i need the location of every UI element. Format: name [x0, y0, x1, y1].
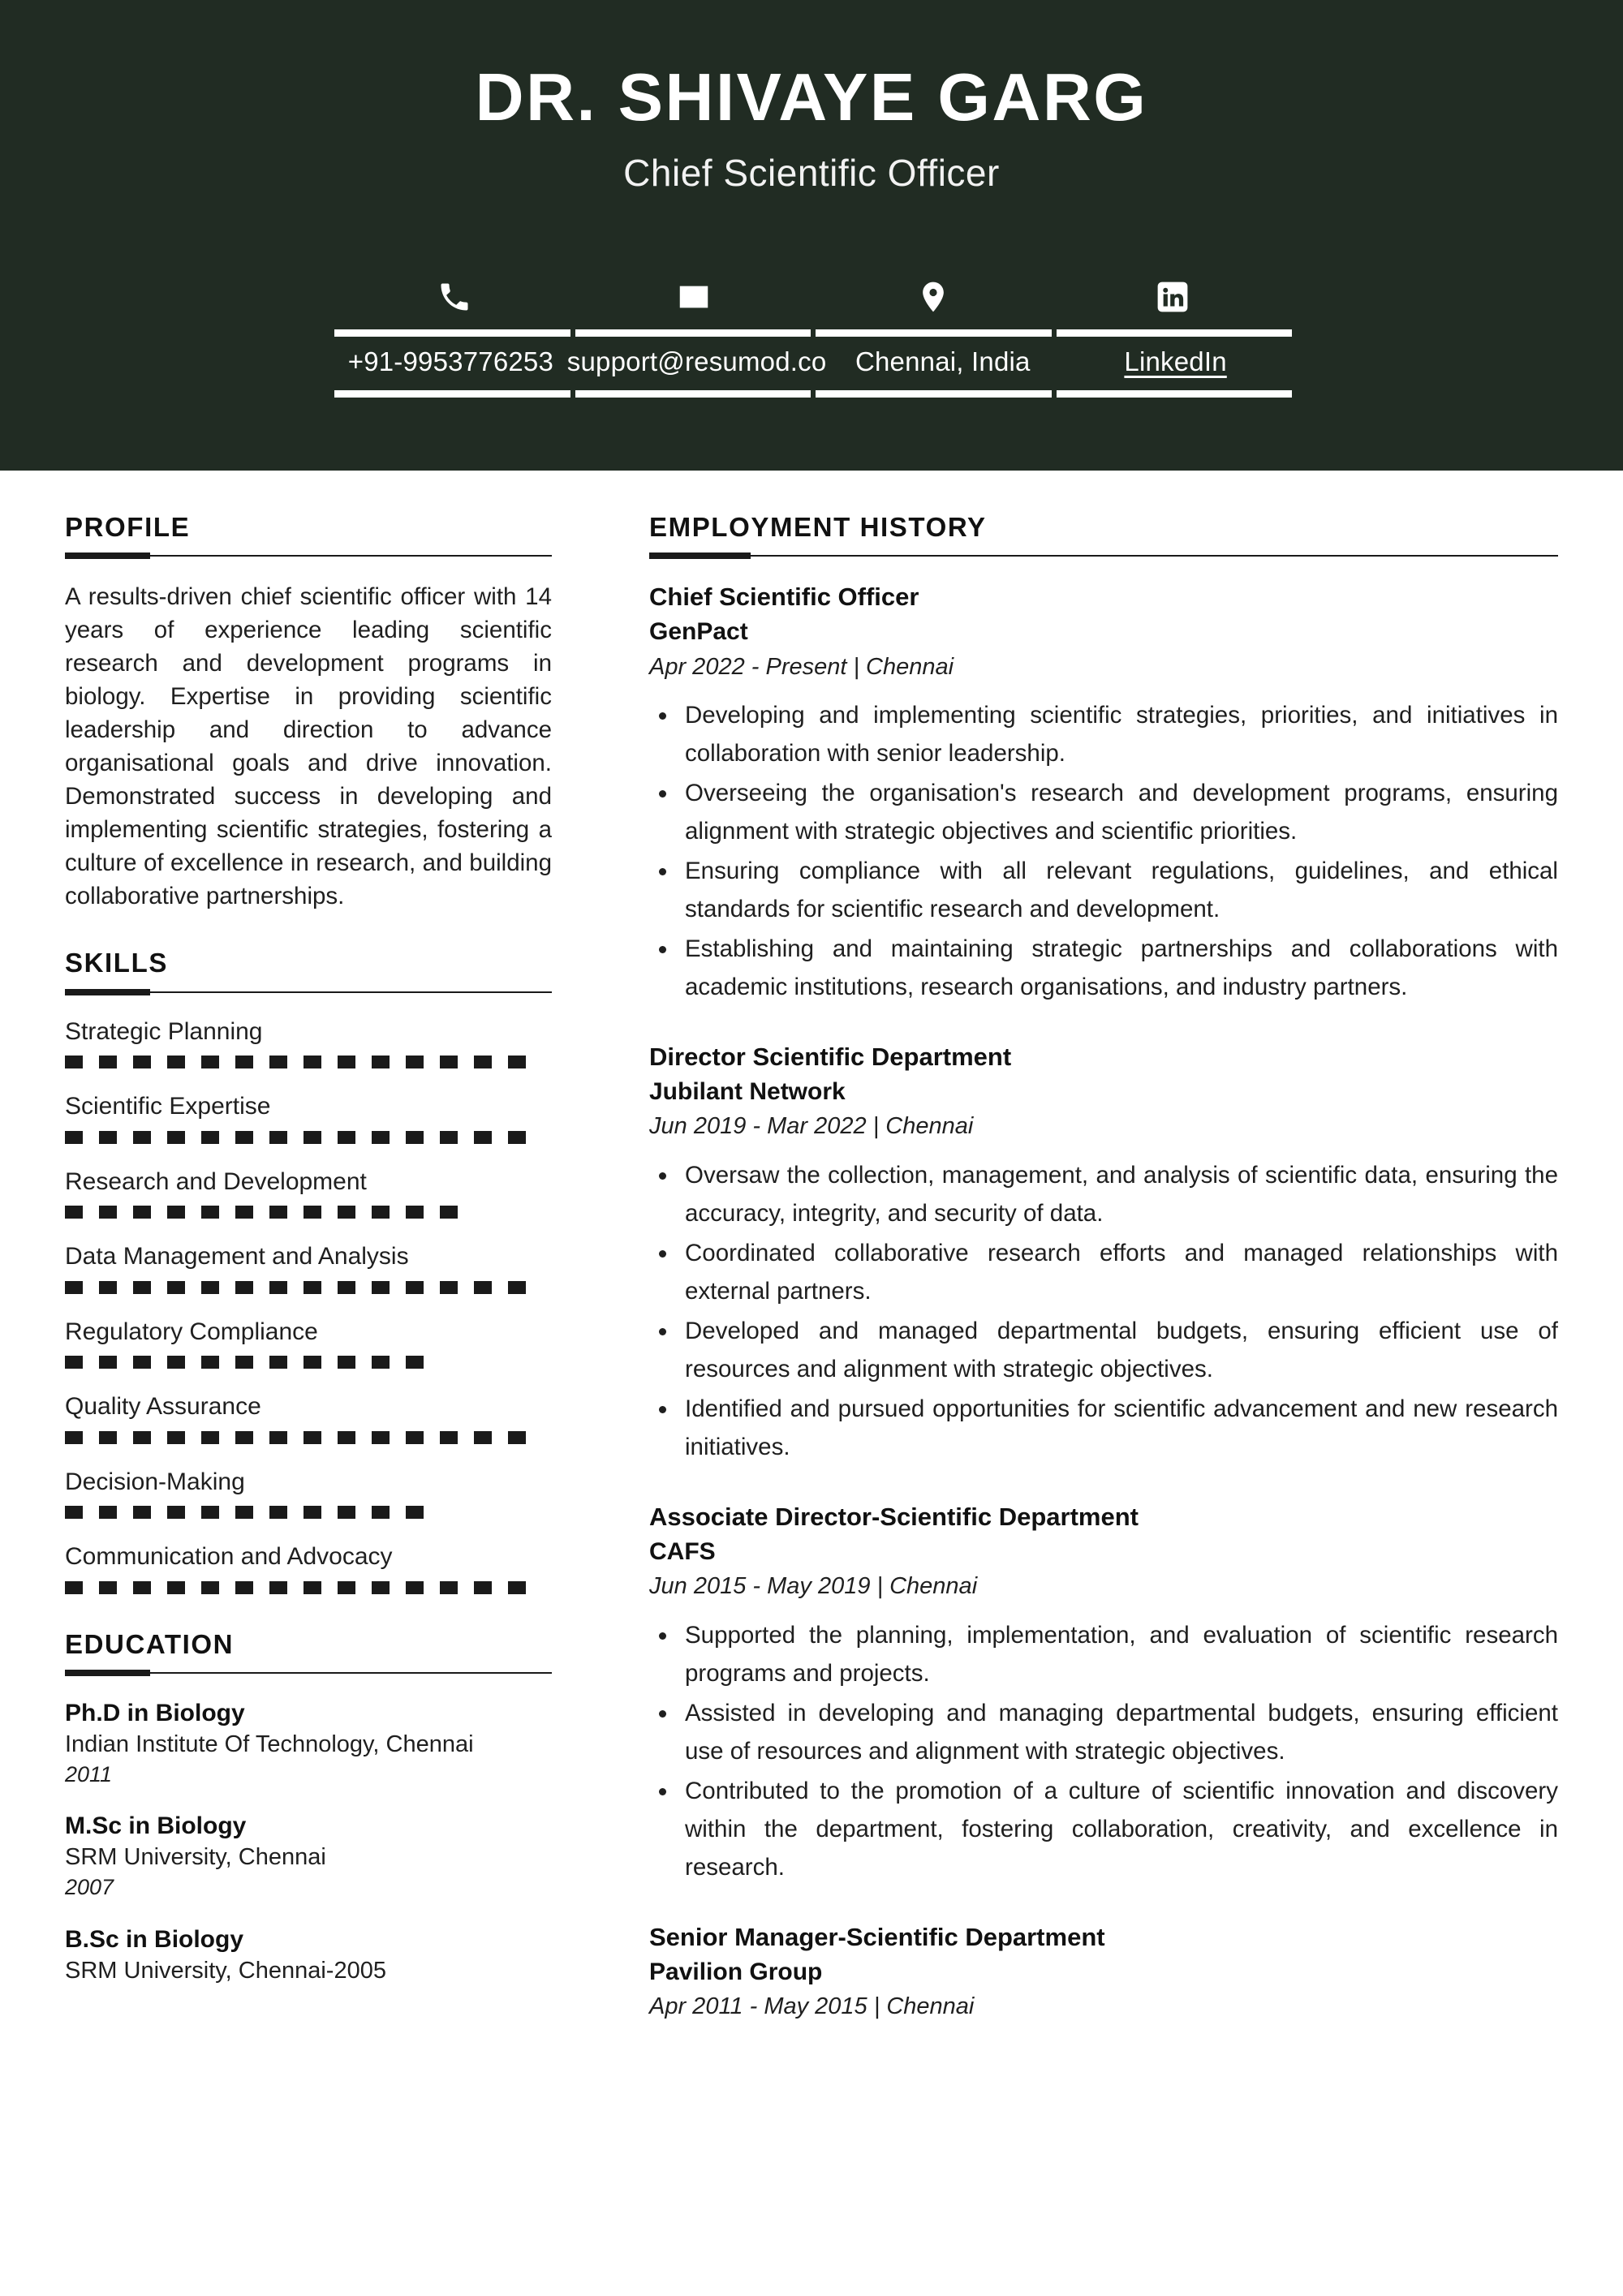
skill-level-fill	[65, 1431, 532, 1444]
right-column	[649, 513, 1558, 2061]
contact-location: Chennai, India	[855, 346, 1031, 376]
section-divider	[65, 553, 552, 559]
education-section	[65, 1630, 552, 1986]
job-responsibility: Developing and implementing scientific strategies, priorities, and initiatives in collaboration with senior leadership.	[649, 696, 1558, 772]
rule-segment	[575, 390, 812, 398]
job-responsibility: Identified and pursued opportunities for scientific advancement and new research initiatives.	[649, 1390, 1558, 1466]
skill-level-fill	[65, 1281, 532, 1294]
skill-level-bar	[65, 1056, 552, 1068]
profile-heading: PROFILE	[65, 512, 191, 542]
skill-label: Scientific Expertise	[65, 1093, 271, 1120]
job-responsibility: Assisted in developing and managing departmental budgets, ensuring efficient use of resources and alignment with strategic objectives.	[649, 1694, 1558, 1770]
job-responsibility: Overseeing the organisation's research and development programs, ensuring alignment with strategic objectives and scientific priorities.	[649, 774, 1558, 850]
education-year: 2007	[65, 1875, 114, 1900]
skill-level-bar	[65, 1581, 552, 1594]
job-responsibility: Supported the planning, implementation, and evaluation of scientific research programs and projects.	[649, 1616, 1558, 1692]
skill-item	[65, 1317, 552, 1369]
job-responsibility-list	[649, 696, 1558, 1006]
skill-item	[65, 1391, 552, 1444]
skill-item	[65, 1241, 552, 1294]
skills-list	[65, 1017, 552, 1594]
contact-text-row	[334, 337, 1292, 387]
job-responsibility: Contributed to the promotion of a culture of scientific innovation and discovery within the department, fostering collaboration, creativity, and excellence in research.	[649, 1772, 1558, 1886]
skill-label: Strategic Planning	[65, 1017, 263, 1045]
skill-level-bar	[65, 1506, 552, 1519]
skill-level-bar	[65, 1356, 552, 1369]
education-item	[65, 1697, 552, 1789]
skill-item	[65, 1017, 552, 1069]
contact-icon-row	[334, 268, 1292, 326]
education-degree: M.Sc in Biology	[65, 1812, 247, 1840]
contact-rule-bottom	[334, 390, 1292, 398]
skill-level-fill	[65, 1356, 440, 1369]
contact-phone: +91-9953776253	[347, 346, 554, 376]
skill-level-fill	[65, 1056, 532, 1068]
rule-segment	[334, 329, 570, 337]
left-column	[65, 513, 552, 2022]
contact-bar	[334, 268, 1292, 398]
employment-item	[649, 1920, 1558, 2025]
education-degree: Ph.D in Biology	[65, 1699, 245, 1726]
employment-item	[649, 580, 1558, 1006]
rule-segment	[816, 329, 1052, 337]
education-degree: B.Sc in Biology	[65, 1925, 244, 1953]
resume-header	[0, 0, 1623, 471]
rule-segment	[575, 329, 812, 337]
education-item	[65, 1810, 552, 1902]
skill-label: Quality Assurance	[65, 1393, 261, 1421]
job-title: Associate Director-Scientific Department	[649, 1502, 1139, 1531]
rule-segment	[1057, 329, 1293, 337]
contact-email: support@resumod.co	[566, 346, 827, 376]
skill-label: Decision-Making	[65, 1468, 245, 1495]
job-responsibility-list	[649, 1616, 1558, 1886]
skill-level-fill	[65, 1581, 532, 1594]
skill-item	[65, 1541, 552, 1594]
education-school: SRM University, Chennai	[65, 1844, 326, 1871]
employment-section	[649, 513, 1558, 2025]
education-school: SRM University, Chennai-2005	[65, 1957, 386, 1984]
candidate-job-title: Chief Scientific Officer	[623, 152, 1000, 194]
job-company: Pavilion Group	[649, 1958, 823, 1985]
section-divider	[65, 989, 552, 995]
skill-level-bar	[65, 1431, 552, 1444]
job-responsibility: Developed and managed departmental budgets, ensuring efficient use of resources and alignment with strategic objectives.	[649, 1312, 1558, 1388]
job-dates-location: Apr 2011 - May 2015 | Chennai	[649, 1993, 975, 2020]
contact-rule-top	[334, 329, 1292, 337]
rule-segment	[816, 390, 1052, 398]
candidate-name: DR. SHIVAYE GARG	[475, 59, 1148, 135]
employment-heading: EMPLOYMENT HISTORY	[649, 512, 987, 542]
rule-segment	[334, 390, 570, 398]
resume-body	[0, 471, 1623, 2296]
linkedin-icon[interactable]	[1053, 268, 1292, 326]
job-dates-location: Apr 2022 - Present | Chennai	[649, 653, 954, 680]
profile-section	[65, 513, 552, 913]
skill-level-bar	[65, 1131, 552, 1144]
job-responsibility: Coordinated collaborative research efforts and managed relationships with external partners.	[649, 1234, 1558, 1310]
employment-list	[649, 580, 1558, 2024]
job-title: Director Scientific Department	[649, 1043, 1012, 1072]
employment-item	[649, 1040, 1558, 1466]
job-company: GenPact	[649, 618, 748, 646]
phone-icon	[334, 268, 574, 326]
education-school: Indian Institute Of Technology, Chennai	[65, 1731, 474, 1757]
job-dates-location: Jun 2015 - May 2019 | Chennai	[649, 1573, 978, 1600]
education-heading: EDUCATION	[65, 1628, 235, 1659]
skill-level-fill	[65, 1506, 440, 1519]
job-responsibility: Establishing and maintaining strategic partnerships and collaborations with academic institutions, research organisations, and industry partners.	[649, 930, 1558, 1006]
job-responsibility: Ensuring compliance with all relevant regulations, guidelines, and ethical standards for scientific research and development.	[649, 852, 1558, 928]
skill-item	[65, 1467, 552, 1520]
education-year: 2011	[65, 1761, 113, 1786]
education-item	[65, 1924, 552, 1986]
section-divider	[649, 553, 1558, 559]
skill-item	[65, 1167, 552, 1219]
skills-heading: SKILLS	[65, 948, 168, 978]
section-divider	[65, 1670, 552, 1676]
job-company: Jubilant Network	[649, 1077, 846, 1105]
rule-segment	[1057, 390, 1293, 398]
job-title: Senior Manager-Scientific Department	[649, 1922, 1105, 1951]
location-icon	[813, 268, 1053, 326]
job-title: Chief Scientific Officer	[649, 583, 919, 612]
skill-label: Research and Development	[65, 1167, 367, 1195]
skills-section	[65, 948, 552, 1593]
contact-linkedin-link[interactable]: LinkedIn	[1124, 346, 1227, 376]
job-dates-location: Jun 2019 - Mar 2022 | Chennai	[649, 1113, 974, 1140]
employment-item	[649, 1500, 1558, 1886]
skill-label: Data Management and Analysis	[65, 1243, 409, 1271]
skill-level-bar	[65, 1206, 552, 1219]
job-company: CAFS	[649, 1537, 716, 1565]
skill-level-bar	[65, 1281, 552, 1294]
skill-label: Communication and Advocacy	[65, 1543, 393, 1571]
skill-level-fill	[65, 1131, 532, 1144]
education-list	[65, 1697, 552, 1986]
profile-text: A results-driven chief scientific officer with 14 years of experience leading scientific research and development programs in biology. Expertise in providing scientific leadership and direction to advance organisational goals and drive innovation. Demonstrated success in developing and implementing scientific strategies, fostering a culture of excellence in research, and building collaborative partnerships.	[65, 583, 552, 910]
job-responsibility: Oversaw the collection, management, and analysis of scientific data, ensuring the accuracy, integrity, and security of data.	[649, 1156, 1558, 1232]
email-icon	[574, 268, 813, 326]
skill-label: Regulatory Compliance	[65, 1318, 318, 1345]
skill-item	[65, 1091, 552, 1144]
skill-level-fill	[65, 1206, 474, 1219]
job-responsibility-list	[649, 1156, 1558, 1466]
